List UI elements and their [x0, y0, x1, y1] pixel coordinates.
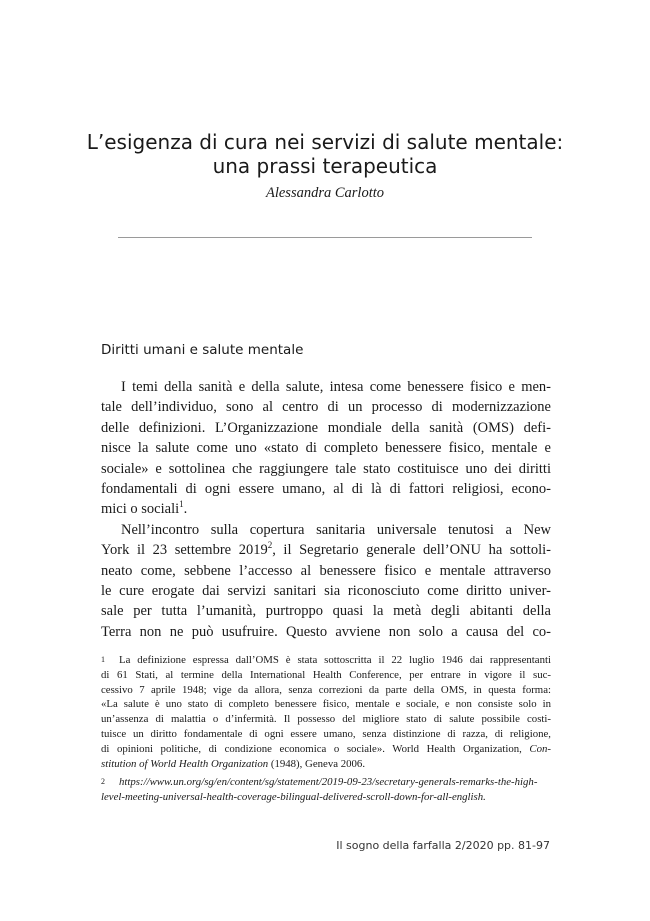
- body-text-segment: , il Segretario generale dell’ONU ha sottoli-: [272, 542, 551, 559]
- body-line: Nell’incontro sulla copertura sanitaria universale tenutosi a New: [121, 521, 551, 538]
- footnote-text: di opinioni politiche, di condizione economica o sociale». World Health Organization,: [101, 742, 522, 755]
- body-line: sociale» e sottolinea che raggiungere tale stato costituisce uno dei diritti: [101, 460, 551, 477]
- body-text: [101, 377, 551, 642]
- body-line: neato come, sebbene l’accesso al benessere fisico e mentale attraverso: [101, 562, 551, 579]
- footnote-line: «La salute è uno stato di completo benessere fisico, mentale e sociale, e non consiste solo in: [101, 698, 551, 711]
- footnote-italic: stitution of World Health Organization: [101, 757, 269, 770]
- footnote-line: un’assenza di malattia o d’infermità. Il possesso del migliore stato di salute possibile costi-: [101, 713, 551, 726]
- footnote-line: tuisce un diritto fondamentale di ogni essere umano, senza distinzione di razza, di religione,: [101, 727, 551, 740]
- section-heading: Diritti umani e salute mentale: [101, 342, 304, 358]
- footnote-link[interactable]: https://www.un.org/sg/en/content/sg/statement/2019-09-23/secretary-generals-remarks-the-high-: [119, 776, 538, 789]
- footnote-line: [101, 757, 551, 772]
- footnote-number: 2: [101, 777, 105, 787]
- title-divider: [118, 237, 532, 238]
- body-line: [101, 540, 551, 560]
- footnotes: [101, 653, 551, 805]
- footnote-number: 1: [101, 655, 105, 664]
- article-title: [0, 130, 650, 178]
- body-line: tale dell’individuo, sono al centro di un processo di modernizzazione: [101, 399, 551, 416]
- body-line: nisce la salute come uno «stato di completo benessere fisico, mentale e: [101, 440, 551, 457]
- footnote-italic: Con-: [529, 742, 552, 755]
- footnote-ref-2[interactable]: 2: [267, 540, 273, 551]
- footnote-line: [101, 742, 551, 757]
- body-line: le cure erogate dai servizi sanitari sia riconosciuto come diritto univer-: [101, 582, 551, 599]
- author-name: Alessandra Carlotto: [265, 185, 385, 201]
- page-footer: Il sogno della farfalla 2/2020 pp. 81-97: [336, 839, 550, 852]
- body-line: sale per tutta l’umanità, purtroppo quasi la metà degli abitanti della: [101, 603, 551, 620]
- body-line: fondamentali di ogni essere umano, al di là di fattori religiosi, econo-: [101, 480, 551, 497]
- body-line: delle definizioni. L’Organizzazione mondiale della sanità (OMS) defi-: [101, 419, 551, 436]
- footnote-link[interactable]: level-meeting-universal-health-coverage-bilingual-delivered-scroll-down-for-all-english.: [101, 791, 486, 804]
- footnote-ref-1[interactable]: 1: [179, 499, 184, 510]
- body-text-segment: York il 23 settembre 2019: [101, 542, 268, 559]
- footnote-line: cessivo 7 aprile 1948; vige da allora, senza correzioni da parte della OMS, in questa forma:: [101, 683, 551, 696]
- title-line-2: una prassi terapeutica: [212, 154, 438, 179]
- footnote-line: La definizione espressa dall’OMS è stata sottoscritta il 22 luglio 1946 dai rappresentanti: [119, 654, 551, 666]
- footnote-2: [101, 775, 551, 805]
- footnote-1: [101, 653, 551, 771]
- body-line: I temi della sanità e della salute, intesa come benessere fisico e men-: [121, 379, 551, 395]
- title-line-1: L’esigenza di cura nei servizi di salute mentale:: [86, 130, 564, 155]
- body-line: Terra non ne può usufruire. Questo avviene non solo a causa del co-: [101, 623, 551, 640]
- footnote-line: di 61 Stati, al termine della International Health Conference, per entrare in vigore il suc-: [101, 668, 551, 681]
- body-text-segment: mici o sociali: [101, 501, 180, 518]
- footnote-text: (1948), Geneva 2006.: [268, 757, 366, 770]
- body-line: mici o sociali$^1$.: [101, 499, 188, 518]
